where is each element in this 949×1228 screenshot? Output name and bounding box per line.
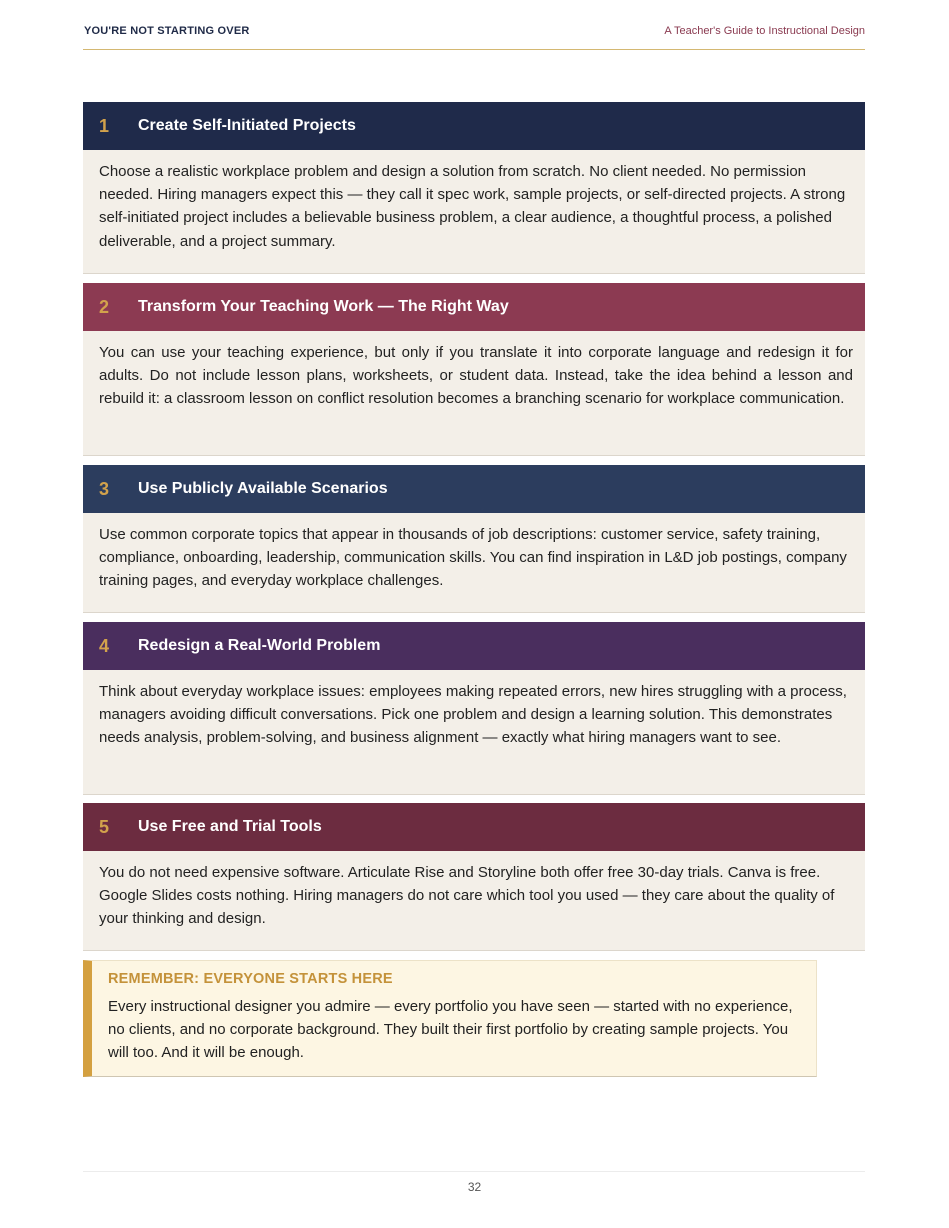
section-title: Use Publicly Available Scenarios xyxy=(138,480,388,497)
footer-divider xyxy=(83,1171,865,1172)
section-header xyxy=(83,622,865,670)
section-body: Choose a realistic workplace problem and design a solution from scratch. No client needed. No permission needed. Hiring managers expect this — they call it spec work, sample projects, or self-directed projects. A strong self-initiated project includes a believable business problem, a clear audience, a thoughtful process, a polished deliverable, and a project summary. xyxy=(83,150,865,274)
page-number: 32 xyxy=(467,1180,482,1194)
section-5 xyxy=(83,803,865,951)
section-body: You do not need expensive software. Articulate Rise and Storyline both offer free 30-day trials. Canva is free. Google Slides costs nothing. Hiring managers do not care which tool you used — they care about the quality of your thinking and design. xyxy=(83,851,865,951)
section-body: Think about everyday workplace issues: employees making repeated errors, new hires struggling with a process, managers avoiding difficult conversations. Pick one problem and design a learning solution. This demonstrates needs analysis, problem-solving, and business alignment — exactly what hiring managers want to see. xyxy=(83,670,865,795)
section-title: Transform Your Teaching Work — The Right Way xyxy=(138,298,509,315)
section-4 xyxy=(83,622,865,795)
section-number: 3 xyxy=(99,478,110,499)
section-1 xyxy=(83,102,865,274)
callout-title: REMEMBER: EVERYONE STARTS HERE xyxy=(108,971,393,987)
book-title: A Teacher's Guide to Instructional Design xyxy=(664,25,865,37)
section-header xyxy=(83,803,865,851)
section-header xyxy=(83,465,865,513)
section-number: 4 xyxy=(99,635,110,656)
section-3 xyxy=(83,465,865,613)
section-2 xyxy=(83,283,865,456)
section-number: 5 xyxy=(99,816,110,837)
section-number: 2 xyxy=(99,296,110,317)
callout-box xyxy=(83,960,817,1077)
section-title: Create Self-Initiated Projects xyxy=(138,117,356,134)
section-header xyxy=(83,283,865,331)
callout-text: Every instructional designer you admire — every portfolio you have seen — started with no experience, no clients, and no corporate background. They built their first portfolio by creating sample projects. You will too. And it will be enough. xyxy=(108,998,793,1062)
running-header xyxy=(83,24,865,50)
section-body: Use common corporate topics that appear in thousands of job descriptions: customer service, safety training, compliance, onboarding, leadership, communication skills. You can find inspiration in L&D job postings, company training pages, and everyday workplace challenges. xyxy=(83,513,865,613)
section-header xyxy=(83,102,865,150)
chapter-title: YOU'RE NOT STARTING OVER xyxy=(84,25,250,37)
section-title: Redesign a Real-World Problem xyxy=(138,637,381,654)
section-title: Use Free and Trial Tools xyxy=(138,818,322,835)
section-number: 1 xyxy=(99,115,110,136)
section-body: You can use your teaching experience, but only if you translate it into corporate language and redesign it for adults. Do not include lesson plans, worksheets, or student data. Instead, take the idea behind a lesson and rebuild it: a classroom lesson on conflict resolution becomes a branching scenario for workplace communication. xyxy=(83,331,865,456)
